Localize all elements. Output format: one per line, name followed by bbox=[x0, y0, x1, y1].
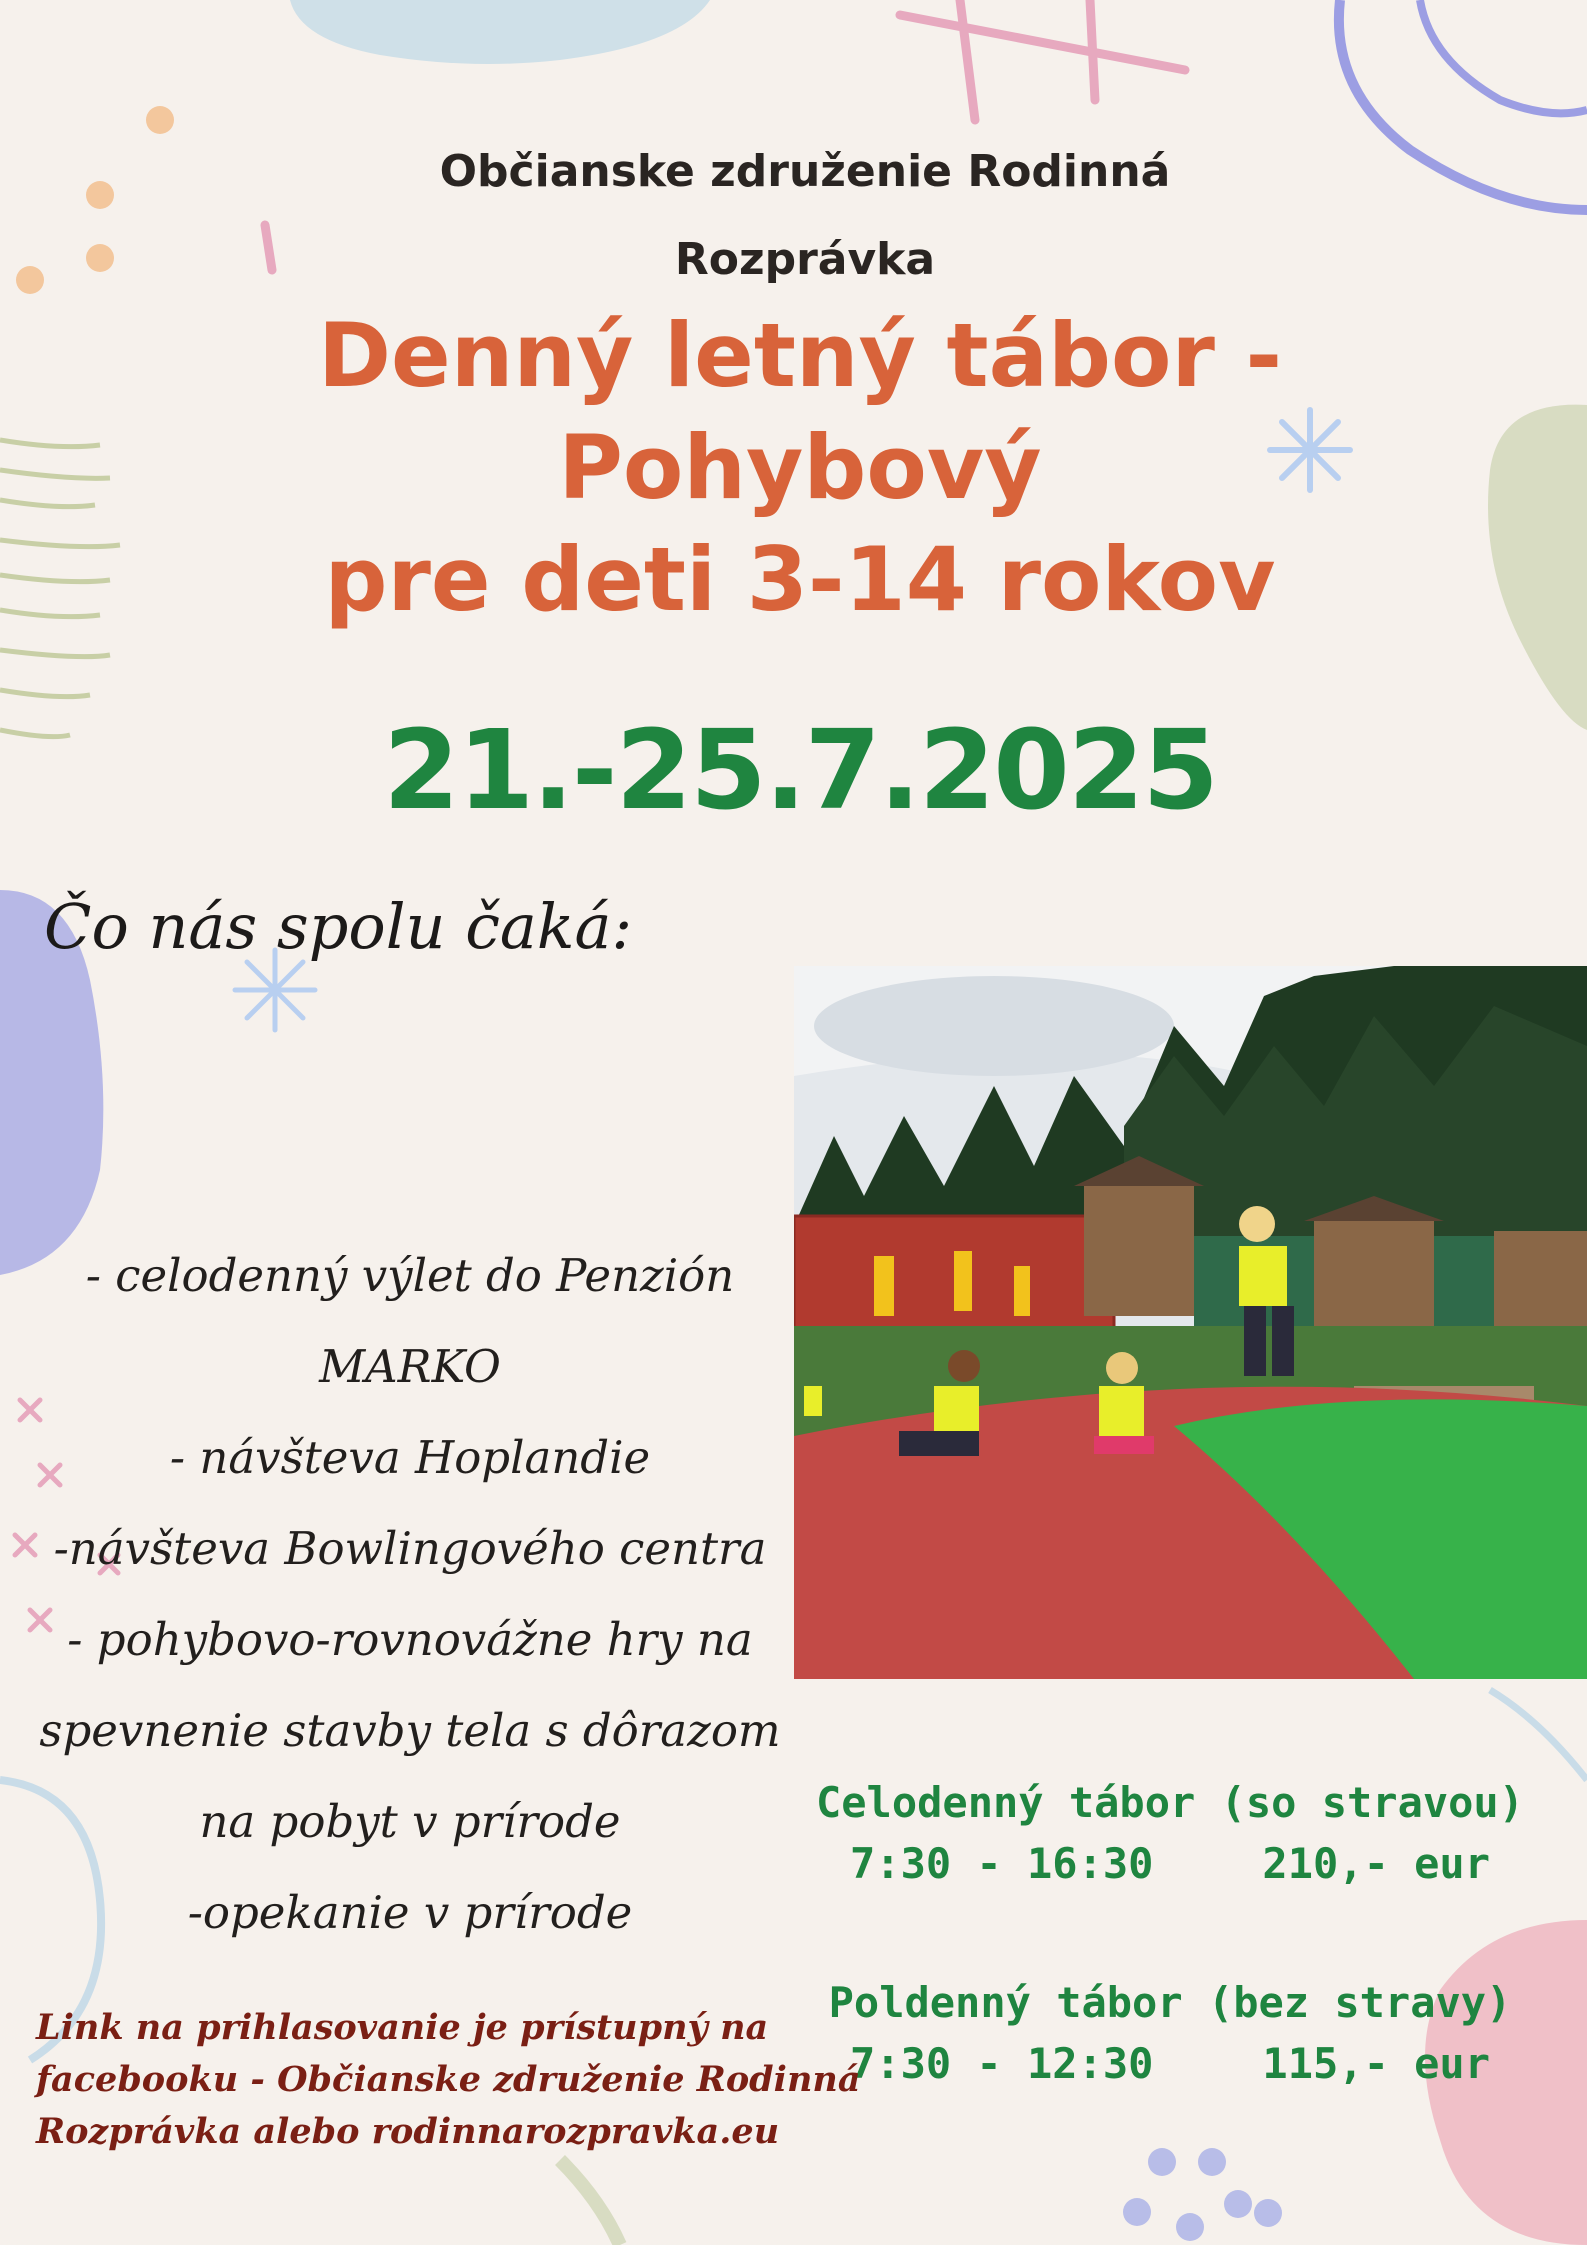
activity-line: - návšteva Hoplandie bbox=[169, 1431, 651, 1484]
purple-loop-top bbox=[1339, 0, 1587, 210]
title-line-3: pre deti 3-14 rokov bbox=[324, 528, 1276, 631]
pink-hash-top bbox=[900, 0, 1185, 120]
title-line-2: Pohybový bbox=[558, 416, 1042, 519]
activity-line: - celodenný výlet do Penzión bbox=[85, 1249, 735, 1302]
green-blob-right bbox=[1488, 405, 1587, 730]
half-day-price: 115,- eur bbox=[1262, 2039, 1490, 2088]
program-heading: Čo nás spolu čaká: bbox=[44, 890, 633, 963]
full-day-pricing bbox=[800, 1773, 1540, 1895]
full-day-price: 210,- eur bbox=[1262, 1839, 1490, 1888]
activity-line: -opekanie v prírode bbox=[187, 1886, 633, 1939]
half-day-pricing bbox=[800, 1973, 1540, 2095]
activity-line: - pohybovo-rovnovážne hry na bbox=[67, 1613, 753, 1666]
organization-line-1: Občianske združenie Rodinná bbox=[439, 146, 1171, 197]
full-day-label: Celodenný tábor (so stravou) bbox=[815, 1778, 1524, 1827]
activity-line: MARKO bbox=[319, 1340, 501, 1393]
activity-line: -návšteva Bowlingového centra bbox=[53, 1522, 767, 1575]
camp-date: 21.-25.7.2025 bbox=[383, 706, 1217, 834]
registration-line: Link na prihlasovanie je prístupný na bbox=[36, 2007, 769, 2048]
organization-name bbox=[330, 128, 1280, 304]
green-lines-left bbox=[0, 440, 120, 737]
half-day-time: 7:30 - 12:30 bbox=[850, 2039, 1154, 2088]
registration-note bbox=[36, 2002, 861, 2158]
orange-dots bbox=[16, 106, 174, 294]
full-day-time: 7:30 - 16:30 bbox=[850, 1839, 1154, 1888]
activity-list bbox=[30, 1230, 790, 1958]
half-day-label: Poldenný tábor (bez stravy) bbox=[828, 1978, 1512, 2027]
camp-photo bbox=[794, 966, 1587, 1679]
activity-line: spevnenie stavby tela s dôrazom bbox=[39, 1704, 781, 1757]
blue-blob-top bbox=[290, 0, 710, 64]
registration-line: facebooku - Občianske združenie Rodinná bbox=[36, 2059, 861, 2100]
camp-title bbox=[150, 300, 1450, 636]
organization-line-2: Rozprávka bbox=[674, 234, 936, 285]
activity-line: na pobyt v prírode bbox=[199, 1795, 621, 1848]
registration-line: Rozprávka alebo rodinnarozpravka.eu bbox=[36, 2111, 780, 2152]
title-line-1: Denný letný tábor - bbox=[317, 304, 1283, 407]
blue-dots-bottom bbox=[1123, 2148, 1282, 2241]
